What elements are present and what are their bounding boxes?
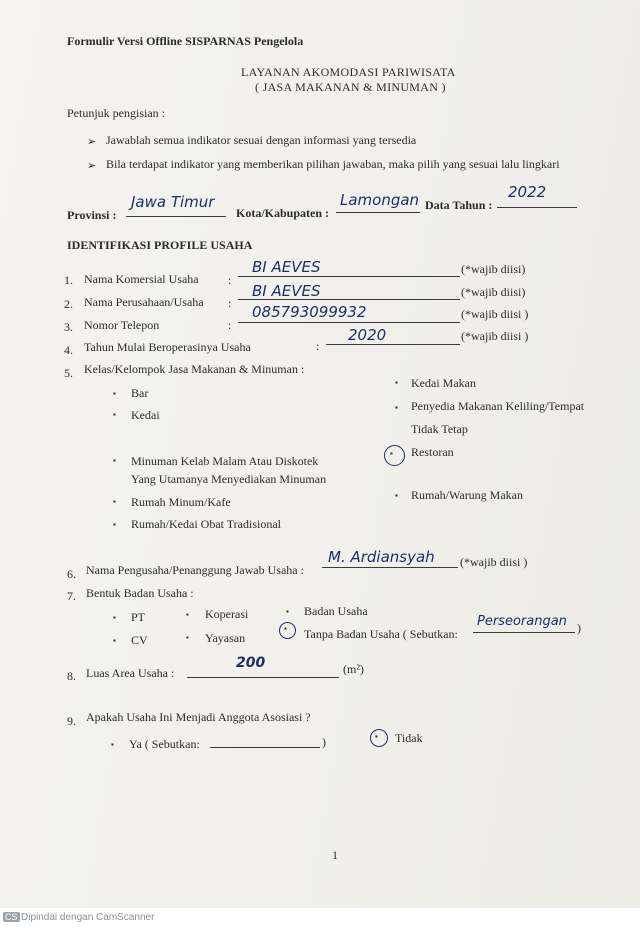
bullet-icon: ▪ [186,610,189,619]
bullet-icon: ▪ [113,520,116,529]
bullet-icon: ▪ [113,613,116,622]
bullet-icon: ▪ [113,410,116,419]
option-restoran: Restoran [411,445,454,459]
instruction-item-1: Jawablah semua indikator sesuai dengan informasi yang tersedia [106,133,417,147]
option-obat-tradisional: Rumah/Kedai Obat Tradisional [131,517,281,531]
q6-value: M. Ardiansyah [328,548,435,566]
instructions-label: Petunjuk pengisian : [67,106,165,120]
selected-circle-icon [370,729,388,747]
q8-unit: (m²) [343,662,364,676]
option-kedai: Kedai [131,408,160,422]
bullet-icon: ▪ [284,624,287,633]
field-label: Tahun Mulai Beroperasinya Usaha [84,340,251,354]
section-title: IDENTIFIKASI PROFILE USAHA [67,238,253,252]
option-penyedia-keliling-line2: Tidak Tetap [411,422,468,436]
option-koperasi: Koperasi [205,607,249,621]
required-note: (*wajib diisi ) [460,555,528,569]
q5-label: Kelas/Kelompok Jasa Makanan & Minuman : [84,362,305,376]
field-label: Nama Perusahaan/Usaha [84,295,204,309]
option-tidak: Tidak [395,731,423,745]
provinsi-label: Provinsi : [67,208,117,222]
field-value: 2020 [348,326,387,344]
bullet-icon: ▪ [186,633,189,642]
form-title: Formulir Versi Offline SISPARNAS Pengelola [67,34,304,48]
option-badan-usaha: Badan Usaha [304,604,368,618]
bullet-icon: ▪ [390,449,393,458]
selected-circle-icon [384,445,405,466]
selected-circle-icon [279,622,296,639]
option-kelab-malam-line2: Yang Utamanya Menyediakan Minuman [131,472,327,486]
option-rumah-minum: Rumah Minum/Kafe [131,495,231,509]
doc-title-line2: ( JASA MAKANAN & MINUMAN ) [255,80,446,94]
required-note: (*wajib diisi ) [461,307,529,321]
bullet-icon: ▪ [111,740,114,749]
tahun-label: Data Tahun : [425,198,493,212]
required-note: (*wajib diisi) [461,285,526,299]
bullet-icon: ▪ [113,389,116,398]
option-kedai-makan: Kedai Makan [411,376,476,390]
bullet-icon: ▪ [395,403,398,412]
kota-value: Lamongan [340,191,420,209]
required-note: (*wajib diisi ) [461,329,529,343]
scanner-footer [0,908,640,930]
q8-value: 200 [236,655,266,671]
q9-label: Apakah Usaha Ini Menjadi Anggota Asosiasi ? [86,710,311,724]
option-kelab-malam: Minuman Kelab Malam Atau Diskotek [131,454,319,468]
option-tanpa-badan-usaha: Tanpa Badan Usaha ( Sebutkan: [304,627,458,641]
q6-label: Nama Pengusaha/Penanggung Jawab Usaha : [86,563,304,577]
bullet-icon: ▪ [113,636,116,645]
field-label: Nomor Telepon [84,318,160,332]
option-bar: Bar [131,386,149,400]
option-penyedia-keliling: Penyedia Makanan Keliling/Tempat [411,399,585,413]
q7-sebutkan-value: Perseorangan [477,614,567,629]
scanned-form-page: Formulir Versi Offline SISPARNAS Pengelola LAYANAN AKOMODASI PARIWISATA ( JASA MAKANAN & MINUMAN ) Petunjuk pengisian : ➢ Jawablah semua indikator sesuai dengan informasi yang tersedia ➢ Bila terdapat indikator yang memberikan pilihan jawaban, maka pilih yang sesuai lalu lingkari Provinsi : Jawa Timur Kota/Kabupaten : Lamongan Data Tahun : 2022 IDENTIFIKASI PROFILE USAHA 1. Nama Komersial Usaha : BI AEVES (*wajib diisi) 2. Nama Perusahaan/Usaha : BI AEVES (*wajib diisi) 3. Nomor Telepon : 085793099932 (*wajib diisi ) 4. Tahun Mulai Beroperasinya Usaha : 2020 (*wajib diisi ) 5. Kelas/Kelompok Jasa Makanan & Minuman : ▪ Bar ▪ Kedai ▪ Minuman Kelab Malam Atau Diskotek Yang Utamanya Menyediakan Minuman ▪ Rumah Minum/Kafe ▪ Rumah/Kedai Obat Tradisional ▪ Kedai Makan ▪ Penyedia Makanan Keliling/Tempat Tidak Tetap ▪ Restoran ▪ Rumah/Warung Makan 6. Nama Pengusaha/Penanggung Jawab Usaha : M. Ardiansyah (*wajib diisi ) 7. Bentuk Badan Usaha : ▪ PT ▪ Koperasi ▪ Badan Usaha ▪ CV ▪ Yayasan ▪ Tanpa Badan Usaha ( Sebutkan: Perseorangan ) 8. Luas Area Usaha : 200 (m²) 9. Apakah Usaha Ini Menjadi Anggota Asosiasi ? ▪ Ya ( Sebutkan: ) ▪ Tidak 1 [0,0,640,908]
tahun-value: 2022 [508,183,547,201]
arrow-bullet-icon: ➢ [87,160,97,172]
option-warung-makan: Rumah/Warung Makan [411,488,524,502]
option-pt: PT [131,610,146,624]
provinsi-value: Jawa Timur [131,193,215,211]
q7-label: Bentuk Badan Usaha : [86,586,194,600]
instruction-item-2: Bila terdapat indikator yang memberikan pilihan jawaban, maka pilih yang sesuai lalu lingkari [106,157,560,171]
option-cv: CV [131,633,148,647]
doc-title-line1: LAYANAN AKOMODASI PARIWISATA [241,65,456,79]
bullet-icon: ▪ [113,456,116,465]
required-note: (*wajib diisi) [461,262,526,276]
q8-label: Luas Area Usaha : [86,666,175,680]
footer-text: Dipindai dengan CamScanner [21,912,155,923]
bullet-icon: ▪ [286,607,289,616]
page-number: 1 [332,848,338,862]
option-yayasan: Yayasan [205,631,246,645]
field-value: 085793099932 [252,303,367,321]
field-value: BI AEVES [252,282,321,300]
bullet-icon: ▪ [395,491,398,500]
bullet-icon: ▪ [375,732,378,741]
kota-label: Kota/Kabupaten : [236,206,330,220]
camscanner-logo-icon: CS [5,912,18,922]
arrow-bullet-icon: ➢ [87,136,97,148]
bullet-icon: ▪ [395,378,398,387]
field-label: Nama Komersial Usaha [84,272,199,286]
field-value: BI AEVES [252,258,321,276]
bullet-icon: ▪ [113,497,116,506]
option-ya: Ya ( Sebutkan: [129,737,200,751]
